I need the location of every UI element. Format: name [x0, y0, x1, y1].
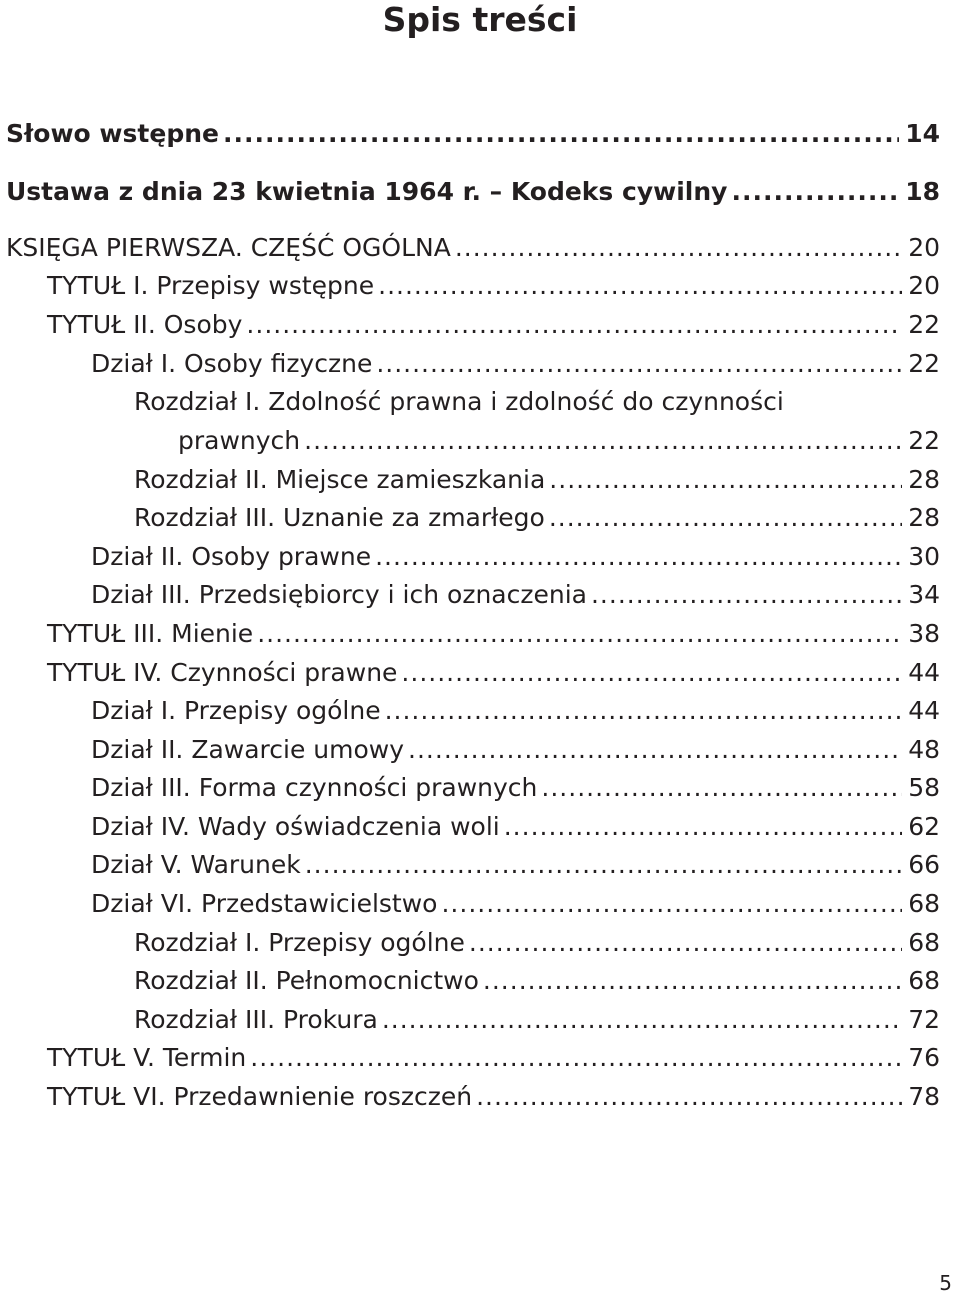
toc-entry-label: Dział III. Forma czynności prawnych	[91, 773, 538, 802]
page-title: Spis treści	[382, 0, 578, 39]
toc-entry[interactable]	[134, 463, 940, 497]
toc-entry[interactable]	[91, 578, 940, 612]
toc-entry[interactable]	[91, 887, 940, 921]
toc-entry-label: Dział I. Przepisy ogólne	[91, 696, 381, 725]
toc-entry-page: 62	[908, 812, 940, 841]
toc-entry-label: TYTUŁ IV. Czynności prawne	[47, 658, 398, 687]
page-number: 5	[939, 1271, 952, 1295]
dot-leader	[469, 926, 902, 960]
toc-entry-label: Rozdział III. Prokura	[134, 1005, 378, 1034]
dot-leader	[591, 578, 902, 612]
toc-entry-label: Rozdział II. Pełnomocnictwo	[134, 966, 479, 995]
toc-entry-label[interactable]: Rozdział I. Zdolność prawna i zdolność do czynności	[134, 387, 784, 416]
toc-entry[interactable]	[6, 175, 940, 209]
toc-entry[interactable]	[91, 347, 940, 381]
toc-entry-page: 34	[908, 580, 940, 609]
toc-entry-page: 20	[908, 271, 940, 300]
dot-leader	[375, 540, 902, 574]
dot-leader	[483, 964, 902, 998]
toc-entry-page: 30	[908, 542, 940, 571]
toc-entry-label: Dział V. Warunek	[91, 850, 301, 879]
toc-entry-page: 22	[908, 426, 940, 455]
toc-entry-label: KSIĘGA PIERWSZA. CZĘŚĆ OGÓLNA	[6, 233, 451, 262]
toc-entry[interactable]	[134, 501, 940, 535]
dot-leader	[257, 617, 902, 651]
toc-entry[interactable]	[91, 694, 940, 728]
toc-entry-label: TYTUŁ VI. Przedawnienie roszczeń	[47, 1082, 473, 1111]
toc-entry-page: 72	[908, 1005, 940, 1034]
toc-entry-label: TYTUŁ I. Przepisy wstępne	[47, 271, 375, 300]
dot-leader	[304, 424, 902, 458]
toc-entry-label: TYTUŁ V. Termin	[47, 1043, 247, 1072]
toc-entry-page: 44	[908, 696, 940, 725]
dot-leader	[441, 887, 902, 921]
toc-entry-label: TYTUŁ III. Mienie	[47, 619, 254, 648]
toc-entry[interactable]	[91, 733, 940, 767]
toc-entry[interactable]	[91, 848, 940, 882]
dot-leader	[731, 175, 899, 209]
dot-leader	[378, 269, 902, 303]
toc-entry-page: 44	[908, 658, 940, 687]
toc-entry-label: Rozdział III. Uznanie za zmarłego	[134, 503, 545, 532]
toc-entry-page: 58	[908, 773, 940, 802]
toc-entry-page: 66	[908, 850, 940, 879]
toc-entry-label: Dział III. Przedsiębiorcy i ich oznaczenia	[91, 580, 587, 609]
dot-leader	[376, 347, 902, 381]
toc-entry[interactable]	[47, 1080, 940, 1114]
toc-entry-label: Dział IV. Wady oświadczenia woli	[91, 812, 500, 841]
dot-leader	[504, 810, 902, 844]
toc-entry-label: TYTUŁ II. Osoby	[47, 310, 243, 339]
toc-entry-page: 22	[908, 349, 940, 378]
toc-entry-page: 68	[908, 928, 940, 957]
toc-entry-page: 18	[905, 177, 940, 206]
dot-leader	[541, 771, 902, 805]
toc-entry[interactable]	[47, 656, 940, 690]
dot-leader	[549, 463, 902, 497]
toc-entry-page: 68	[908, 889, 940, 918]
toc-entry[interactable]	[134, 964, 940, 998]
toc-entry-label: Ustawa z dnia 23 kwietnia 1964 r. – Kodeks cywilny	[6, 177, 728, 206]
toc-entry-page: 14	[905, 119, 940, 148]
dot-leader	[250, 1041, 902, 1075]
dot-leader	[455, 231, 902, 265]
toc-entry-label: Dział II. Zawarcie umowy	[91, 735, 405, 764]
toc-entry[interactable]	[6, 117, 940, 151]
toc-entry-page: 20	[908, 233, 940, 262]
toc-entry[interactable]	[47, 1041, 940, 1075]
dot-leader	[246, 308, 902, 342]
toc-entry-page: 22	[908, 310, 940, 339]
dot-leader	[223, 117, 899, 151]
toc-entry-label: Dział VI. Przedstawicielstwo	[91, 889, 438, 918]
toc-entry[interactable]	[47, 308, 940, 342]
toc-entry[interactable]	[178, 424, 940, 458]
toc-entry-page: 68	[908, 966, 940, 995]
dot-leader	[385, 694, 903, 728]
toc-entry[interactable]	[47, 269, 940, 303]
dot-leader	[401, 656, 902, 690]
toc-entry-label: Dział I. Osoby fizyczne	[91, 349, 373, 378]
dot-leader	[305, 848, 902, 882]
toc-entry-page: 78	[908, 1082, 940, 1111]
toc-entry-label: prawnych	[178, 426, 301, 455]
dot-leader	[382, 1003, 902, 1037]
toc-entry[interactable]	[47, 617, 940, 651]
toc-entry-label: Dział II. Osoby prawne	[91, 542, 372, 571]
toc-entry-page: 28	[908, 503, 940, 532]
dot-leader	[549, 501, 902, 535]
toc-entry-label: Słowo wstępne	[6, 119, 219, 148]
toc-entry-label: Rozdział II. Miejsce zamieszkania	[134, 465, 546, 494]
toc-entry-page: 28	[908, 465, 940, 494]
toc-entry-page: 38	[908, 619, 940, 648]
toc-entry[interactable]	[134, 1003, 940, 1037]
toc-entry[interactable]	[134, 926, 940, 960]
toc-entry[interactable]	[6, 231, 940, 265]
toc-entry-page: 48	[908, 735, 940, 764]
dot-leader	[476, 1080, 902, 1114]
toc-entry[interactable]	[91, 810, 940, 844]
dot-leader	[408, 733, 902, 767]
toc-entry-page: 76	[908, 1043, 940, 1072]
toc-entry[interactable]	[91, 540, 940, 574]
toc-entry[interactable]	[91, 771, 940, 805]
toc-entry-label: Rozdział I. Przepisy ogólne	[134, 928, 465, 957]
